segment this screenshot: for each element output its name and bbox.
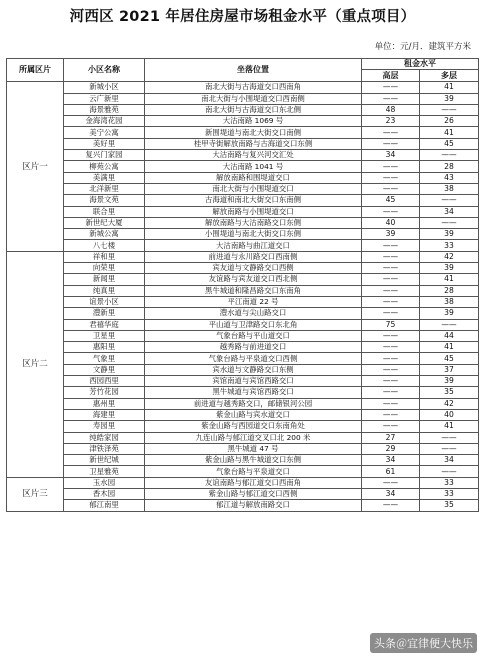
high-rent-cell: —— [362, 285, 420, 296]
multi-rent-cell: 37 [420, 364, 479, 375]
high-rent-cell: —— [362, 398, 420, 409]
community-cell: 海景文苑 [64, 195, 145, 206]
table-row [7, 488, 479, 499]
high-rent-cell: 39 [362, 229, 420, 240]
community-cell: 八七楼 [64, 240, 145, 251]
table-row [7, 330, 479, 341]
community-cell: 惠州里 [64, 398, 145, 409]
high-rent-cell: —— [362, 274, 420, 285]
multi-rent-cell: 41 [420, 127, 479, 138]
high-rent-cell: —— [362, 353, 420, 364]
high-rent-cell: —— [362, 296, 420, 307]
table-row [7, 251, 479, 262]
header-area: 所属区片 [7, 59, 64, 82]
high-rent-cell: 29 [362, 443, 420, 454]
high-rent-cell: —— [362, 500, 420, 511]
table-row [7, 206, 479, 217]
community-cell: 卫星里 [64, 330, 145, 341]
high-rent-cell: —— [362, 387, 420, 398]
location-cell: 黑牛城道和隆昌路交口东南角 [145, 285, 362, 296]
page-title: 河西区 2021 年居住房屋市场租金水平（重点项目） [69, 9, 416, 25]
community-cell: 澧新里 [64, 308, 145, 319]
table-row [7, 116, 479, 127]
header-rent: 租金水平 [362, 59, 479, 70]
high-rent-cell: 23 [362, 116, 420, 127]
multi-rent-cell: —— [420, 150, 479, 161]
multi-rent-cell: 39 [420, 376, 479, 387]
table-row [7, 421, 479, 432]
community-cell: 津铁泽苑 [64, 443, 145, 454]
high-rent-cell: —— [362, 342, 420, 353]
location-cell: 宾馆南道与宾馆西路交口 [145, 376, 362, 387]
table-row [7, 229, 479, 240]
table-row [7, 455, 479, 466]
location-cell: 宾水道与文静路交口东侧 [145, 364, 362, 375]
location-cell: 解放南路与小围堤道交口 [145, 206, 362, 217]
multi-rent-cell: 38 [420, 296, 479, 307]
location-cell: 解放南路与大沽南路交口东侧 [145, 217, 362, 228]
high-rent-cell: —— [362, 240, 420, 251]
location-cell: 桂甲寺街解放南路与古海道交口东侧 [145, 138, 362, 149]
high-rent-cell: —— [362, 127, 420, 138]
location-cell: 黑牛城道与宾馆西路交口 [145, 387, 362, 398]
location-cell: 小围堤道与南北大街交口东侧 [145, 229, 362, 240]
table-row [7, 353, 479, 364]
location-cell: 紫金山路与宾水道交口 [145, 409, 362, 420]
table-row [7, 296, 479, 307]
area-cell: 区片二 [7, 251, 64, 477]
community-cell: 祥和里 [64, 251, 145, 262]
multi-rent-cell: 42 [420, 398, 479, 409]
watermark: 头条＠宜律便大快乐 [370, 633, 477, 653]
table-row [7, 161, 479, 172]
community-cell: 玉水园 [64, 477, 145, 488]
community-cell: 君禧华庭 [64, 319, 145, 330]
community-cell: 金海湾花园 [64, 116, 145, 127]
high-rent-cell: 34 [362, 150, 420, 161]
high-rent-cell: —— [362, 183, 420, 194]
table-row [7, 172, 479, 183]
location-cell: 紫金山路与郁江道交口西侧 [145, 488, 362, 499]
table-row [7, 376, 479, 387]
multi-rent-cell: 38 [420, 183, 479, 194]
community-cell: 美宁公寓 [64, 127, 145, 138]
table-row [7, 195, 479, 206]
high-rent-cell: 48 [362, 104, 420, 115]
location-cell: 古海道和南北大街交口东南侧 [145, 195, 362, 206]
community-cell: 美满里 [64, 172, 145, 183]
multi-rent-cell: 35 [420, 387, 479, 398]
community-cell: 郁江南里 [64, 500, 145, 511]
location-cell: 新围堤道与南北大街交口南侧 [145, 127, 362, 138]
multi-rent-cell: 39 [420, 308, 479, 319]
table-row [7, 217, 479, 228]
community-cell: 芳竹花园 [64, 387, 145, 398]
high-rent-cell: 45 [362, 195, 420, 206]
community-cell: 美好里 [64, 138, 145, 149]
community-cell: 纯真里 [64, 285, 145, 296]
multi-rent-cell: 45 [420, 138, 479, 149]
table-row [7, 274, 479, 285]
table-row [7, 93, 479, 104]
high-rent-cell: —— [362, 409, 420, 420]
community-cell: 柳苑公寓 [64, 161, 145, 172]
location-cell: 紫金山路与西园道交口东南角处 [145, 421, 362, 432]
location-cell: 越秀路与前进道交口 [145, 342, 362, 353]
community-cell: 惠阳里 [64, 342, 145, 353]
multi-rent-cell: 39 [420, 229, 479, 240]
community-cell: 文静里 [64, 364, 145, 375]
community-cell: 北洋新里 [64, 183, 145, 194]
location-cell: 澧水道与尖山路交口 [145, 308, 362, 319]
location-cell: 气象台路与平山道交口 [145, 330, 362, 341]
header-community: 小区名称 [64, 59, 145, 82]
location-cell: 大沽南路 1069 号 [145, 116, 362, 127]
table-row [7, 82, 479, 93]
location-cell: 南北大街与古海道交口西南角 [145, 82, 362, 93]
high-rent-cell: —— [362, 263, 420, 274]
multi-rent-cell: 35 [420, 500, 479, 511]
multi-rent-cell: 43 [420, 172, 479, 183]
multi-rent-cell: 33 [420, 488, 479, 499]
high-rent-cell: 40 [362, 217, 420, 228]
table-body [7, 82, 479, 511]
community-cell: 联合里 [64, 206, 145, 217]
multi-rent-cell: 39 [420, 93, 479, 104]
table-row [7, 500, 479, 511]
multi-rent-cell: —— [420, 466, 479, 477]
location-cell: 平江南道 22 号 [145, 296, 362, 307]
multi-rent-cell: 41 [420, 82, 479, 93]
high-rent-cell: 75 [362, 319, 420, 330]
location-cell: 平山道与卫津路交口东北角 [145, 319, 362, 330]
area-cell: 区片一 [7, 82, 64, 251]
table-row [7, 466, 479, 477]
community-cell: 西园西里 [64, 376, 145, 387]
multi-rent-cell: 28 [420, 285, 479, 296]
high-rent-cell: —— [362, 161, 420, 172]
multi-rent-cell: —— [420, 319, 479, 330]
area-cell: 区片三 [7, 477, 64, 511]
table-row [7, 319, 479, 330]
table-row [7, 104, 479, 115]
high-rent-cell: —— [362, 308, 420, 319]
multi-rent-cell: —— [420, 104, 479, 115]
multi-rent-cell: —— [420, 432, 479, 443]
high-rent-cell: —— [362, 376, 420, 387]
multi-rent-cell: 33 [420, 477, 479, 488]
location-cell: 大沽南路与复兴河交汇处 [145, 150, 362, 161]
table-row [7, 150, 479, 161]
unit-note: 单位：元/月．建筑平方米 [374, 42, 471, 52]
high-rent-cell: —— [362, 477, 420, 488]
multi-rent-cell: 40 [420, 409, 479, 420]
location-cell: 九连山路与郁江道交叉口北 200 米 [145, 432, 362, 443]
table-row [7, 285, 479, 296]
location-cell: 大沽南路与曲江道交口 [145, 240, 362, 251]
community-cell: 谊景小区 [64, 296, 145, 307]
community-cell: 海建里 [64, 409, 145, 420]
table-row [7, 432, 479, 443]
location-cell: 黑牛城道 47 号 [145, 443, 362, 454]
community-cell: 香木园 [64, 488, 145, 499]
community-cell: 新城公寓 [64, 229, 145, 240]
high-rent-cell: 61 [362, 466, 420, 477]
table-row [7, 127, 479, 138]
community-cell: 寿园里 [64, 421, 145, 432]
table-row [7, 409, 479, 420]
location-cell: 解放南路和围堤道交口 [145, 172, 362, 183]
location-cell: 南北大街与小围堤道交口 [145, 183, 362, 194]
community-cell: 海景雅苑 [64, 104, 145, 115]
high-rent-cell: —— [362, 93, 420, 104]
location-cell: 前进道与越秀路交口，邮储银河公园 [145, 398, 362, 409]
table-row [7, 342, 479, 353]
community-cell: 气象里 [64, 353, 145, 364]
high-rent-cell: 34 [362, 488, 420, 499]
multi-rent-cell: —— [420, 217, 479, 228]
location-cell: 紫金山路与黑牛城道交口东侧 [145, 455, 362, 466]
location-cell: 郁江道与解放南路交口 [145, 500, 362, 511]
multi-rent-cell: 26 [420, 116, 479, 127]
multi-rent-cell: 28 [420, 161, 479, 172]
table-row [7, 398, 479, 409]
community-cell: 纯皓家园 [64, 432, 145, 443]
multi-rent-cell: 41 [420, 421, 479, 432]
multi-rent-cell: 34 [420, 455, 479, 466]
table-row [7, 240, 479, 251]
header-multi: 多层 [420, 70, 479, 82]
location-cell: 气象台路与平泉道交口 [145, 466, 362, 477]
header-location: 坐落位置 [145, 59, 362, 82]
community-cell: 卫星雅苑 [64, 466, 145, 477]
table-row [7, 477, 479, 488]
community-cell: 新闻里 [64, 274, 145, 285]
community-cell: 新世纪城 [64, 455, 145, 466]
high-rent-cell: —— [362, 330, 420, 341]
community-cell: 向荣里 [64, 263, 145, 274]
community-cell: 复兴门家园 [64, 150, 145, 161]
location-cell: 气象台路与平泉道交口西侧 [145, 353, 362, 364]
location-cell: 友谊南路与郁江道交口西南角 [145, 477, 362, 488]
multi-rent-cell: 41 [420, 274, 479, 285]
high-rent-cell: 27 [362, 432, 420, 443]
high-rent-cell: 34 [362, 455, 420, 466]
multi-rent-cell: —— [420, 443, 479, 454]
header-high: 高层 [362, 70, 420, 82]
high-rent-cell: —— [362, 82, 420, 93]
community-cell: 云广新里 [64, 93, 145, 104]
high-rent-cell: —— [362, 172, 420, 183]
table-row [7, 308, 479, 319]
multi-rent-cell: —— [420, 195, 479, 206]
multi-rent-cell: 33 [420, 240, 479, 251]
location-cell: 前进道与永川路交口西南侧 [145, 251, 362, 262]
multi-rent-cell: 41 [420, 342, 479, 353]
multi-rent-cell: 39 [420, 263, 479, 274]
location-cell: 友谊路与宾友道交口西北侧 [145, 274, 362, 285]
table-row [7, 263, 479, 274]
high-rent-cell: —— [362, 364, 420, 375]
table-row [7, 387, 479, 398]
location-cell: 大沽南路 1041 号 [145, 161, 362, 172]
high-rent-cell: —— [362, 206, 420, 217]
multi-rent-cell: 34 [420, 206, 479, 217]
high-rent-cell: —— [362, 251, 420, 262]
rent-table [6, 58, 479, 512]
table-row [7, 364, 479, 375]
location-cell: 南北大街与小围堤道交口西南侧 [145, 93, 362, 104]
high-rent-cell: —— [362, 138, 420, 149]
community-cell: 新城小区 [64, 82, 145, 93]
table-row [7, 183, 479, 194]
multi-rent-cell: 44 [420, 330, 479, 341]
location-cell: 南北大街与古海道交口东北侧 [145, 104, 362, 115]
high-rent-cell: —— [362, 421, 420, 432]
multi-rent-cell: 45 [420, 353, 479, 364]
location-cell: 宾友道与文静路交口西侧 [145, 263, 362, 274]
multi-rent-cell: 42 [420, 251, 479, 262]
table-row [7, 138, 479, 149]
table-row [7, 443, 479, 454]
community-cell: 新世纪大厦 [64, 217, 145, 228]
